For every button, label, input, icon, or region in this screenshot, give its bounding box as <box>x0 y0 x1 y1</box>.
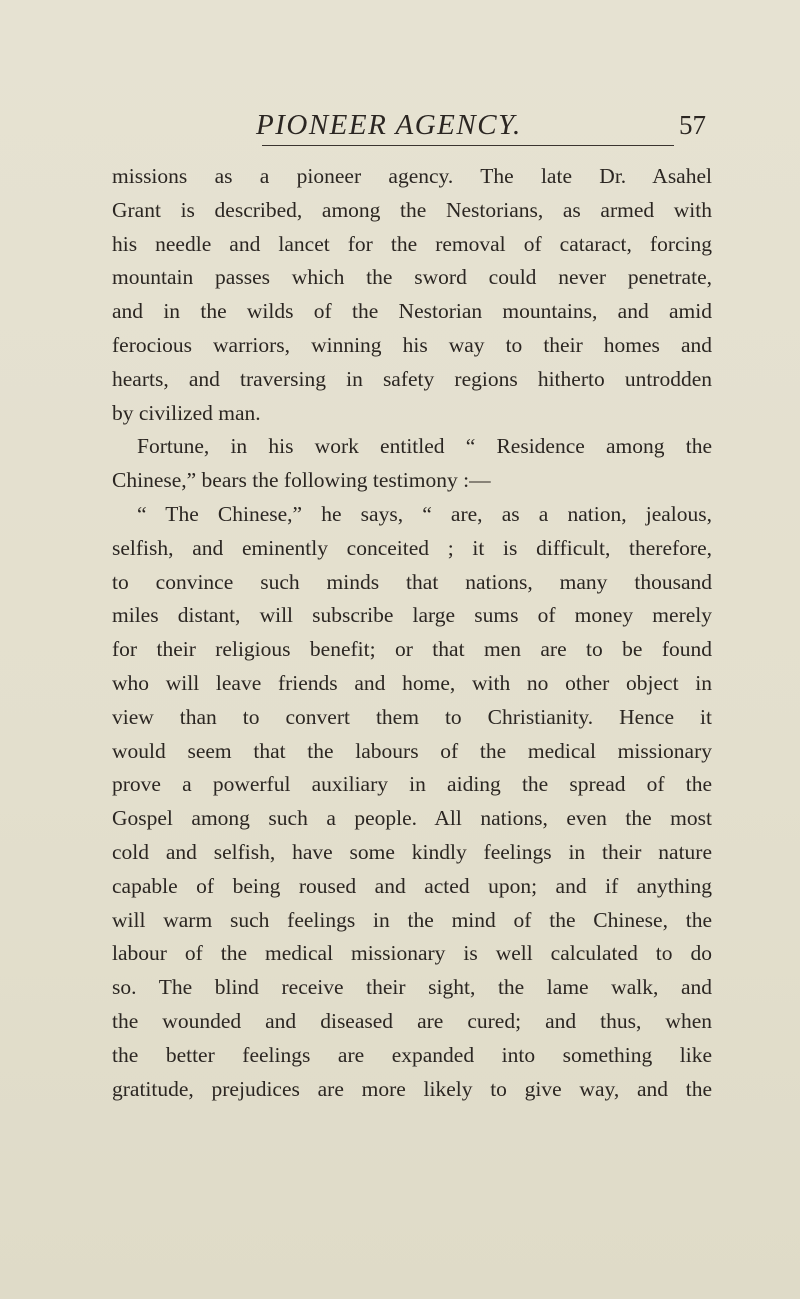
text-line: prove a powerful auxiliary in aiding the spread of the <box>112 772 712 797</box>
text-line: cold and selfish, have some kindly feelings in their nature <box>112 839 712 864</box>
text-line: view than to convert them to Christianity. Hence it <box>112 704 712 729</box>
running-head <box>256 105 716 149</box>
text-line: Gospel among such a people. All nations, even the most <box>112 806 712 831</box>
text-line: his needle and lancet for the removal of cataract, forcing <box>112 231 712 256</box>
text-line: by civilized man. <box>112 400 261 425</box>
running-title: PIONEER AGENCY. <box>256 109 522 141</box>
text-line: ferocious warriors, winning his way to their homes and <box>112 332 712 357</box>
text-line: Chinese,” bears the following testimony :— <box>112 468 491 493</box>
text-line: missions as a pioneer agency. The late Dr. Asahel <box>112 164 712 188</box>
text-line: for their religious benefit; or that men are to be found <box>112 637 712 662</box>
text-line: to convince such minds that nations, many thousand <box>112 569 712 594</box>
text-line: so. The blind receive their sight, the lame walk, and <box>112 975 712 1000</box>
text-line: Grant is described, among the Nestorians, as armed with <box>112 197 712 222</box>
text-line: mountain passes which the sword could never penetrate, <box>112 265 712 290</box>
text-line: “ The Chinese,” he says, “ are, as a nation, jealous, <box>137 501 712 526</box>
text-line: would seem that the labours of the medical missionary <box>112 738 712 763</box>
body-text <box>112 160 712 1106</box>
text-line: who will leave friends and home, with no other object in <box>112 670 712 695</box>
text-line: miles distant, will subscribe large sums of money merely <box>112 603 712 628</box>
text-line: capable of being roused and acted upon; and if anything <box>112 873 712 898</box>
text-line: will warm such feelings in the mind of the Chinese, the <box>112 907 712 932</box>
text-line: gratitude, prejudices are more likely to give way, and the <box>112 1076 712 1101</box>
text-line: and in the wilds of the Nestorian mountains, and amid <box>112 299 712 324</box>
text-line: the better feelings are expanded into something like <box>112 1042 712 1067</box>
text-line: the wounded and diseased are cured; and thus, when <box>112 1008 712 1033</box>
header-rule <box>262 145 674 146</box>
text-line: Fortune, in his work entitled “ Residence among the <box>137 434 712 459</box>
page-number: 57 <box>679 110 706 140</box>
text-line: hearts, and traversing in safety regions hitherto untrodden <box>112 366 712 391</box>
text-line: labour of the medical missionary is well calculated to do <box>112 941 712 966</box>
text-line: selfish, and eminently conceited ; it is difficult, therefore, <box>112 535 712 560</box>
